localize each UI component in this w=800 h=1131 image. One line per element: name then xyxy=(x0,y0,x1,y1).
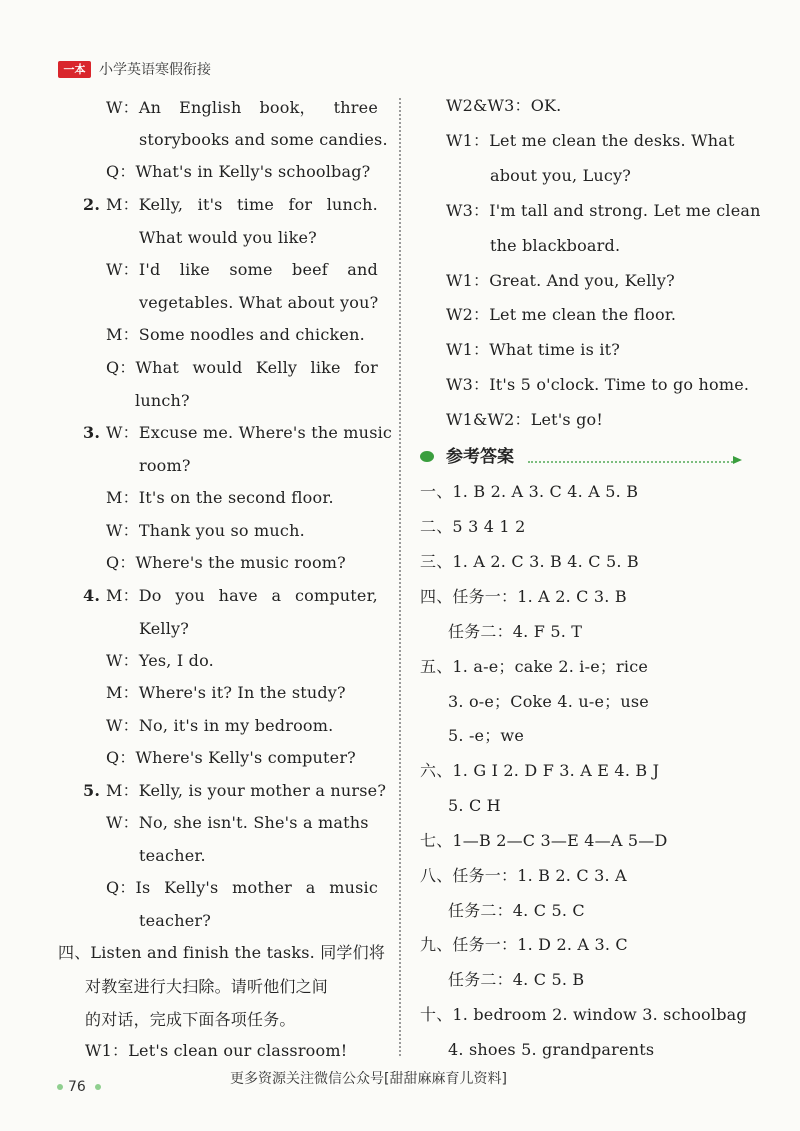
text-line: W1&W2：Let's go! xyxy=(446,410,604,429)
text-line: Q：Where's the music room? xyxy=(106,553,346,572)
text-line: W：No, it's in my bedroom. xyxy=(106,716,334,735)
text-line: W：Excuse me. Where's the music xyxy=(106,423,393,442)
answer-line: 任务二：4. F 5. T xyxy=(448,622,583,641)
text-line: W1：Let's clean our classroom! xyxy=(85,1041,348,1060)
text-line: What would you like? xyxy=(139,228,317,247)
answer-line: 七、1—B 2—C 3—E 4—A 5—D xyxy=(420,831,668,850)
answer-line: 二、5 3 4 1 2 xyxy=(420,517,526,536)
text-line: storybooks and some candies. xyxy=(139,130,388,149)
footer-note: 更多资源关注微信公众号[甜甜麻麻育儿资料] xyxy=(230,1071,507,1087)
text-line: Q：What's in Kelly's schoolbag? xyxy=(106,162,371,181)
series-logo: 一本 xyxy=(58,61,91,78)
text-line: M：It's on the second floor. xyxy=(106,488,334,507)
answer-key-heading xyxy=(420,446,742,470)
answer-line: 3. o-e；Coke 4. u-e；use xyxy=(448,692,649,711)
text-line: W3：I'm tall and strong. Let me clean xyxy=(446,201,761,220)
text-line: room? xyxy=(139,456,191,475)
item-number: 3. xyxy=(83,423,101,442)
text-line: the blackboard. xyxy=(490,236,621,255)
text-line: W：Thank you so much. xyxy=(106,521,305,540)
answer-line: 八、任务一：1. B 2. C 3. A xyxy=(420,866,627,885)
answer-line: 九、任务一：1. D 2. A 3. C xyxy=(420,935,628,954)
text-line: M：Kelly, it's time for lunch. xyxy=(106,195,378,214)
text-line: Q：What would Kelly like for xyxy=(106,358,378,377)
text-line: Q：Where's Kelly's computer? xyxy=(106,748,356,767)
text-line: teacher? xyxy=(139,911,211,930)
text-line: W1：What time is it? xyxy=(446,340,621,359)
answer-line: 4. shoes 5. grandparents xyxy=(448,1040,655,1059)
answer-line: 六、1. G I 2. D F 3. A E 4. B J xyxy=(420,761,660,780)
answer-key-title: 参考答案 xyxy=(446,447,514,467)
answer-line: 一、1. B 2. A 3. C 4. A 5. B xyxy=(420,482,639,501)
text-line: W：I'd like some beef and xyxy=(106,260,378,279)
text-line: W：An English book， three xyxy=(106,98,378,117)
answer-line: 四、任务一：1. A 2. C 3. B xyxy=(420,587,627,606)
text-line: about you, Lucy? xyxy=(490,166,632,185)
page-number: 76 xyxy=(68,1079,86,1095)
text-line: W：No, she isn't. She's a maths xyxy=(106,813,369,832)
text-line: W1：Let me clean the desks. What xyxy=(446,131,735,150)
item-number: 2. xyxy=(83,195,101,214)
answer-line: 任务二：4. C 5. B xyxy=(448,970,585,989)
text-line: W：Yes, I do. xyxy=(106,651,214,670)
answer-line: 三、1. A 2. C 3. B 4. C 5. B xyxy=(420,552,639,571)
text-line: vegetables. What about you? xyxy=(139,293,379,312)
text-line: Q：Is Kelly's mother a music xyxy=(106,878,378,897)
leaf-icon xyxy=(420,451,434,462)
item-number: 5. xyxy=(83,781,101,800)
text-line: W2：Let me clean the floor. xyxy=(446,305,677,324)
text-line: teacher. xyxy=(139,846,206,865)
text-line: M：Some noodles and chicken. xyxy=(106,325,365,344)
answer-line: 任务二：4. C 5. C xyxy=(448,901,585,920)
section-heading: 四、Listen and finish the tasks. 同学们将 xyxy=(58,943,386,962)
text-line: Kelly? xyxy=(139,619,190,638)
answer-line: 十、1. bedroom 2. window 3. schoolbag xyxy=(420,1005,747,1024)
text-line: M：Where's it? In the study? xyxy=(106,683,346,702)
answer-line: 五、1. a-e；cake 2. i-e；rice xyxy=(420,657,649,676)
answer-line: 5. C H xyxy=(448,796,501,815)
book-title: 小学英语寒假衔接 xyxy=(99,62,211,78)
answer-line: 5. -e；we xyxy=(448,726,524,745)
page-dot-icon xyxy=(57,1084,63,1090)
text-line: 的对话，完成下面各项任务。 xyxy=(85,1010,296,1029)
text-line: W1：Great. And you, Kelly? xyxy=(446,271,675,290)
arrow-icon xyxy=(733,456,742,464)
item-number: 4. xyxy=(83,586,101,605)
text-line: W2&W3：OK. xyxy=(446,96,562,115)
text-line: M：Kelly, is your mother a nurse? xyxy=(106,781,387,800)
page-dot-icon xyxy=(95,1084,101,1090)
text-line: W3：It's 5 o'clock. Time to go home. xyxy=(446,375,750,394)
column-divider xyxy=(399,98,401,1056)
heading-rule xyxy=(528,461,733,463)
text-line: 对教室进行大扫除。请听他们之间 xyxy=(85,977,329,996)
text-line: lunch? xyxy=(135,391,190,410)
text-line: M：Do you have a computer, xyxy=(106,586,378,605)
